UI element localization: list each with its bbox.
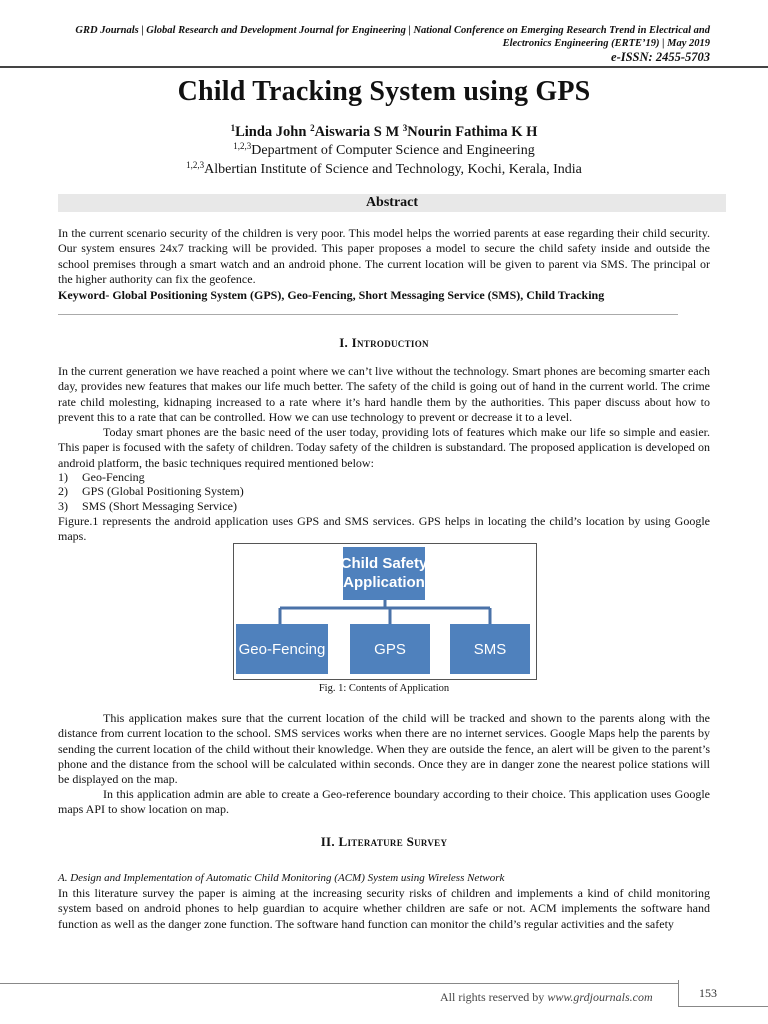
- author-3-name: Nourin Fathima K H: [407, 124, 538, 140]
- abstract-text: In the current scenario security of the children is very poor. This model helps the worried parents at ease regarding their child security. Our system ensures 24x7 tracking will be provided. This paper proposes a model to secure the child safety inside and outside the school premises through a smart watch and an android phone. The current location will be given to parent via SMS. The principal or the higher authority can fix the geofence.: [58, 226, 710, 286]
- intro-paragraph-2: Today smart phones are the basic need of the user today, providing lots of features which make our life so simple and easier. This paper is focused with the safety of children. Today safety of the children is substandard. The proposed application is developed on android platform, the basic techniques required mentioned below:: [58, 425, 710, 470]
- figure-1-diagram: [233, 543, 537, 680]
- affiliation-institute: [0, 162, 768, 178]
- intro-paragraph-3: Figure.1 represents the android application uses GPS and SMS services. GPS helps in locating the child’s location by using Google maps.: [58, 514, 710, 544]
- list-item: 2) GPS (Global Positioning System): [58, 484, 244, 499]
- technique-list: [58, 470, 710, 513]
- journal-line-2: Electronics Engineering (ERTE’19) | May 2019: [502, 38, 710, 49]
- author-2-sup: 2: [310, 123, 315, 133]
- list-item: 1) Geo-Fencing: [58, 470, 145, 484]
- affiliation-1-text: Department of Computer Science and Engineering: [251, 143, 535, 158]
- geofencing-label: Geo-Fencing: [238, 641, 326, 658]
- journal-line-1: GRD Journals | Global Research and Development Journal for Engineering | National Conference on Emerging Research Trend in Electrical and: [75, 25, 710, 36]
- author-1-name: Linda John: [235, 124, 311, 140]
- intro-paragraph-5: In this application admin are able to create a Geo-reference boundary according to their choice. This application uses Google maps API to show location on map.: [58, 787, 710, 817]
- sms-label: SMS: [473, 641, 507, 658]
- affiliation-1-sup: 1,2,3: [233, 141, 252, 151]
- header-rule: [0, 66, 768, 68]
- journal-header: [70, 24, 710, 50]
- list-item: 3) SMS (Short Messaging Service): [58, 498, 237, 513]
- author-1-sup: 1: [230, 123, 236, 133]
- section-literature-heading: II. Literature Survey: [320, 834, 448, 849]
- intro-paragraph-1: In the current generation we have reached a point where we can’t live without the technology. Smart phones are becoming smarter each day, provides new features that makes our life much better. The safety of the child is going out of hand in the current world. The crime rate child molesting, kidnaping increased to a rate where it’s hard handle them by the authorities. This paper discuss about how to prevent this to a rate that can be controlled. How we can use technology to prevent or decrease it to a level.: [58, 364, 710, 424]
- affiliation-2-text: Albertian Institute of Science and Technology, Kochi, Kerala, India: [204, 162, 582, 177]
- subsection-a-heading: A. Design and Implementation of Automatic Child Monitoring (ACM) System using Wireless Network: [58, 872, 505, 884]
- paper-title: Child Tracking System using GPS: [177, 76, 591, 107]
- author-3-sup: 3: [402, 123, 408, 133]
- abstract-divider: [58, 314, 678, 315]
- affiliation-2-sup: 1,2,3: [186, 160, 205, 170]
- author-list: [0, 124, 768, 141]
- figure-1-caption: Fig. 1: Contents of Application: [318, 683, 450, 694]
- keywords: Keyword- Global Positioning System (GPS), Geo-Fencing, Short Messaging Service (SMS), Child Tracking: [58, 288, 605, 302]
- footer-rule: [0, 983, 678, 984]
- page-number: 153: [678, 980, 737, 1007]
- issn: e-ISSN: 2455-5703: [611, 50, 710, 64]
- figure-1-svg: [234, 544, 536, 679]
- affiliation-department: [0, 143, 768, 159]
- footer-rights-prefix: All rights reserved by: [440, 990, 548, 1004]
- footer-site-link[interactable]: www.grdjournals.com: [547, 990, 653, 1004]
- intro-paragraph-4: This application makes sure that the current location of the child will be tracked and shown to the parents along with the distance from current location to the school. SMS services works when there are no internet services. Google Maps help the parents by sending the current location of the child without their knowledge. When they are outside the fence, an alert will be given to the parent’s phone and the distance from the school will be calculated within seconds. Once they are in danger zone the nearest police stations will be displayed on the map.: [58, 711, 710, 787]
- footer-rights: [440, 990, 653, 1005]
- abstract-heading: Abstract: [58, 194, 726, 212]
- root-label-line1: Child Safety: [340, 555, 428, 572]
- root-label-line2: Application: [343, 574, 425, 591]
- page-number-rule: [736, 1006, 768, 1007]
- literature-paragraph-1: In this literature survey the paper is aiming at the increasing security risks of children and implements a kind of child monitoring system based on android phones to help guardian to acquire whether children are safe or not. ACM implements the software hand function as well as the danger zone function. The software hand function can monitor the child’s regular activities and the safety: [58, 886, 710, 931]
- author-2-name: Aiswaria S M: [314, 124, 403, 140]
- gps-label: GPS: [374, 641, 406, 658]
- section-introduction-heading: I. Introduction: [339, 335, 429, 350]
